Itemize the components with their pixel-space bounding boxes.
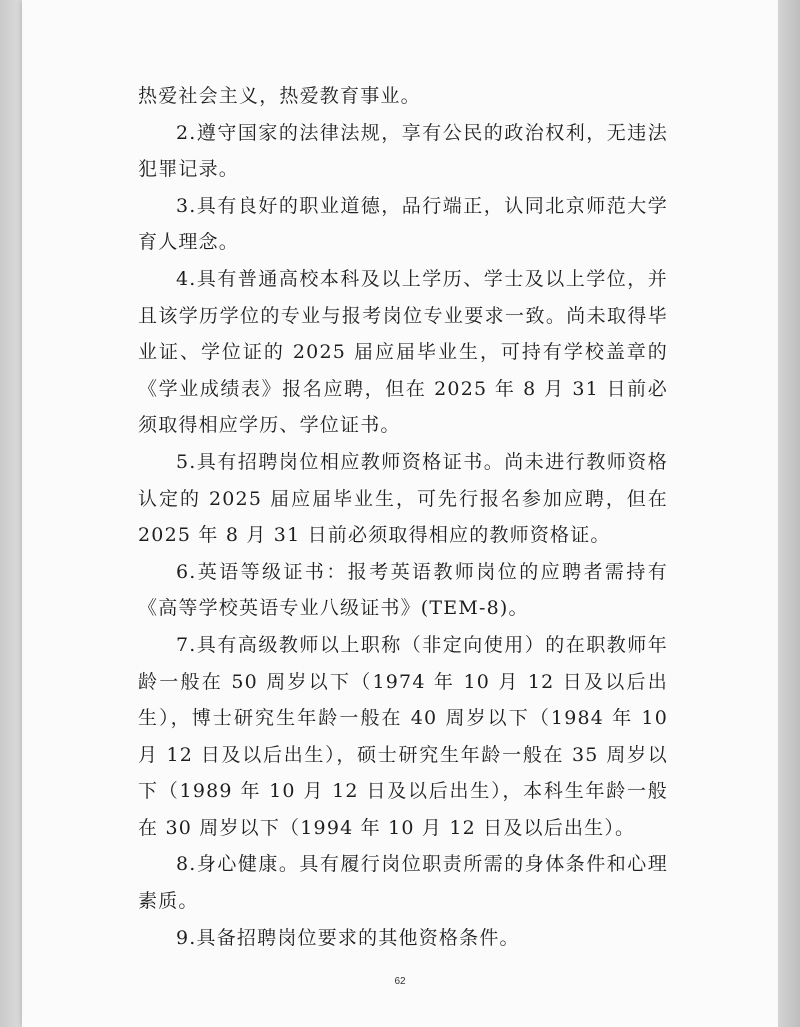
requirement-item-4: 4.具有普通高校本科及以上学历、学士及以上学位，并且该学历学位的专业与报考岗位专业要求一致。尚未取得毕业证、学位证的 2025 届应届毕业生，可持有学校盖章的《学业成绩表》报名应聘，但在 2025 年 8 月 31 日前必须取得相应学历、学位证书。 — [138, 267, 668, 437]
requirement-item-6: 6.英语等级证书：报考英语教师岗位的应聘者需持有《高等学校英语专业八级证书》(TEM-8)。 — [138, 560, 668, 620]
document-body — [138, 78, 668, 956]
requirement-item-2: 2.遵守国家的法律法规，享有公民的政治权利，无违法犯罪记录。 — [138, 121, 668, 181]
requirement-item-5: 5.具有招聘岗位相应教师资格证书。尚未进行教师资格认定的 2025 届应届毕业生，可先行报名参加应聘，但在 2025 年 8 月 31 日前必须取得相应的教师资格证。 — [138, 450, 668, 547]
requirement-item-7: 7.具有高级教师以上职称（非定向使用）的在职教师年龄一般在 50 周岁以下（1974 年 10 月 12 日及以后出生），博士研究生年龄一般在 40 周岁以下（1984 年 10 月 12 日及以后出生），硕士研究生年龄一般在 35 周岁以下（1989 年 10 月 12 日及以后出生），本科生年龄一般在 30 周岁以下（1994 年 10 月 12 日及以后出生）。 — [138, 633, 668, 839]
requirement-item-9: 9.具备招聘岗位要求的其他资格条件。 — [176, 926, 520, 949]
lead-line: 热爱社会主义，热爱教育事业。 — [138, 85, 421, 107]
requirement-item-8: 8.身心健康。具有履行岗位职责所需的身体条件和心理素质。 — [138, 853, 668, 913]
page-number: 62 — [394, 976, 406, 987]
left-background-edge — [0, 0, 22, 1027]
requirement-item-3: 3.具有良好的职业道德，品行端正，认同北京师范大学育人理念。 — [138, 194, 668, 254]
right-background-edge — [778, 0, 800, 1027]
